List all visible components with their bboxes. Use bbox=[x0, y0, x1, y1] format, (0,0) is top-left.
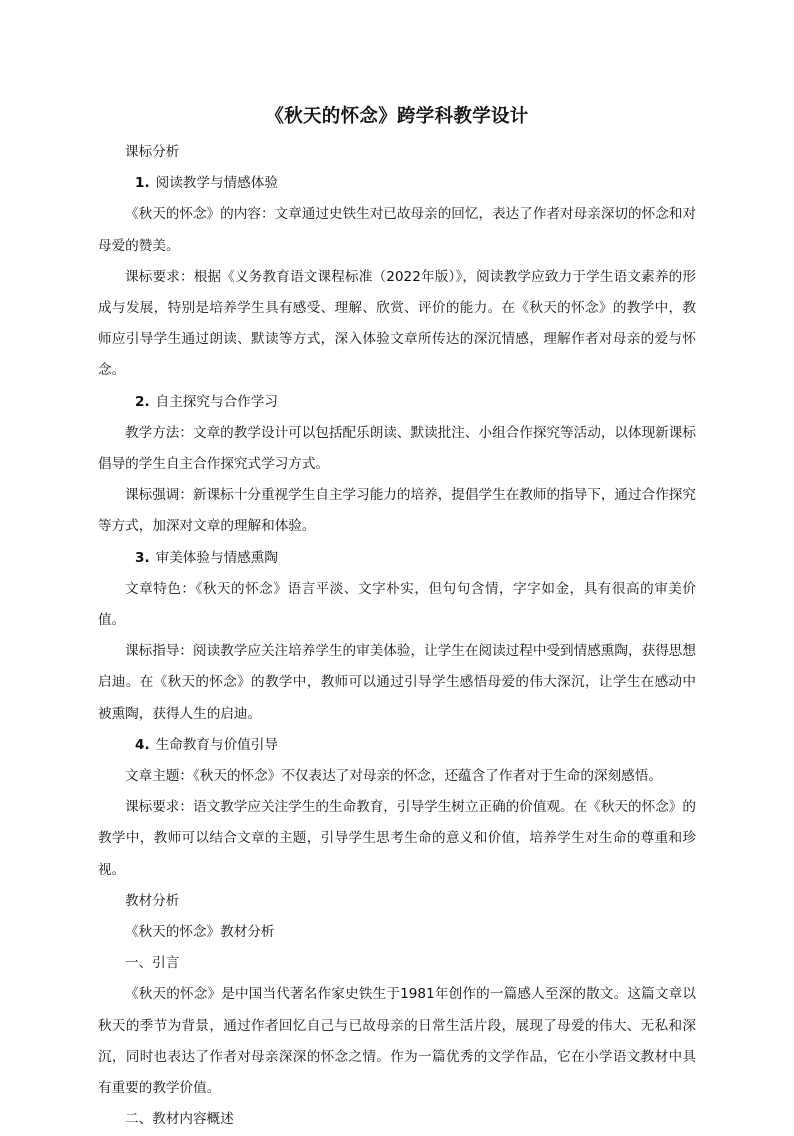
numbered-heading bbox=[98, 543, 696, 574]
numbered-heading bbox=[98, 168, 696, 199]
section-heading: 二、教材内容概述 bbox=[125, 1111, 234, 1128]
paragraph: 教学方法：文章的教学设计可以包括配乐朗读、默读批注、小组合作探究等活动，以体现新课标倡导的学生自主合作探究式学习方式。 bbox=[98, 424, 696, 473]
section-heading: 课标分析 bbox=[125, 144, 180, 160]
paragraph: 《秋天的怀念》的内容：文章通过史铁生对已故母亲的回忆，表达了作者对母亲深切的怀念和对母爱的赞美。 bbox=[98, 206, 696, 254]
document-title: 《秋天的怀念》跨学科教学设计 bbox=[265, 106, 529, 127]
paragraph: 课标指导：阅读教学应关注培养学生的审美体验，让学生在阅读过程中受到情感熏陶，获得思想启迪。在《秋天的怀念》的教学中，教师可以通过引导学生感悟母爱的伟大深沉，让学生在感动中被熏陶，获得人生的启迪。 bbox=[98, 643, 696, 722]
heading-number: 4. bbox=[135, 736, 150, 753]
numbered-heading bbox=[98, 387, 696, 418]
numbered-heading bbox=[98, 730, 696, 761]
heading-number: 1. bbox=[135, 175, 150, 192]
paragraph: 文章主题：《秋天的怀念》不仅表达了对母亲的怀念，还蕴含了作者对于生命的深刻感悟。 bbox=[125, 768, 662, 785]
heading-text: 阅读教学与情感体验 bbox=[155, 175, 278, 192]
heading-text: 自主探究与合作学习 bbox=[155, 393, 278, 410]
paragraph: 《秋天的怀念》是中国当代著名作家史铁生于1981年创作的一篇感人至深的散文。这篇文章以秋天的季节为背景，通过作者回忆自己与已故母亲的日常生活片段，展现了母爱的伟大、无私和深沉，同时也表达了作者对母亲深深的怀念之情。作为一篇优秀的文学作品，它在小学语文教材中具有重要的教学价值。 bbox=[98, 986, 696, 1097]
section-heading: 《秋天的怀念》教材分析 bbox=[125, 924, 275, 941]
heading-number: 3. bbox=[135, 549, 150, 566]
paragraph: 课标要求：语文教学应关注学生的生命教育，引导学生树立正确的价值观。在《秋天的怀念》的教学中，教师可以结合文章的主题，引导学生思考生命的意义和价值，培养学生对生命的尊重和珍视。 bbox=[98, 799, 696, 878]
heading-number: 2. bbox=[135, 393, 150, 410]
paragraph: 文章特色：《秋天的怀念》语言平淡、文字朴实，但句句含情，字字如金，具有很高的审美价值。 bbox=[98, 580, 696, 629]
section-heading: 教材分析 bbox=[125, 892, 180, 909]
paragraph: 课标强调：新课标十分重视学生自主学习能力的培养，提倡学生在教师的指导下，通过合作探究等方式，加深对文章的理解和体验。 bbox=[98, 487, 696, 535]
heading-text: 生命教育与价值引导 bbox=[155, 736, 278, 753]
section-heading: 一、引言 bbox=[125, 955, 180, 972]
paragraph: 课标要求：根据《义务教育语文课程标准（2022年版）》，阅读教学应致力于学生语文素养的形成与发展，特别是培养学生具有感受、理解、欣赏、评价的能力。在《秋天的怀念》的教学中，教师应引导学生通过朗读、默读等方式，深入体验文章所传达的深沉情感，理解作者对母亲的爱与怀念。 bbox=[98, 268, 696, 379]
heading-text: 审美体验与情感熏陶 bbox=[155, 549, 278, 566]
